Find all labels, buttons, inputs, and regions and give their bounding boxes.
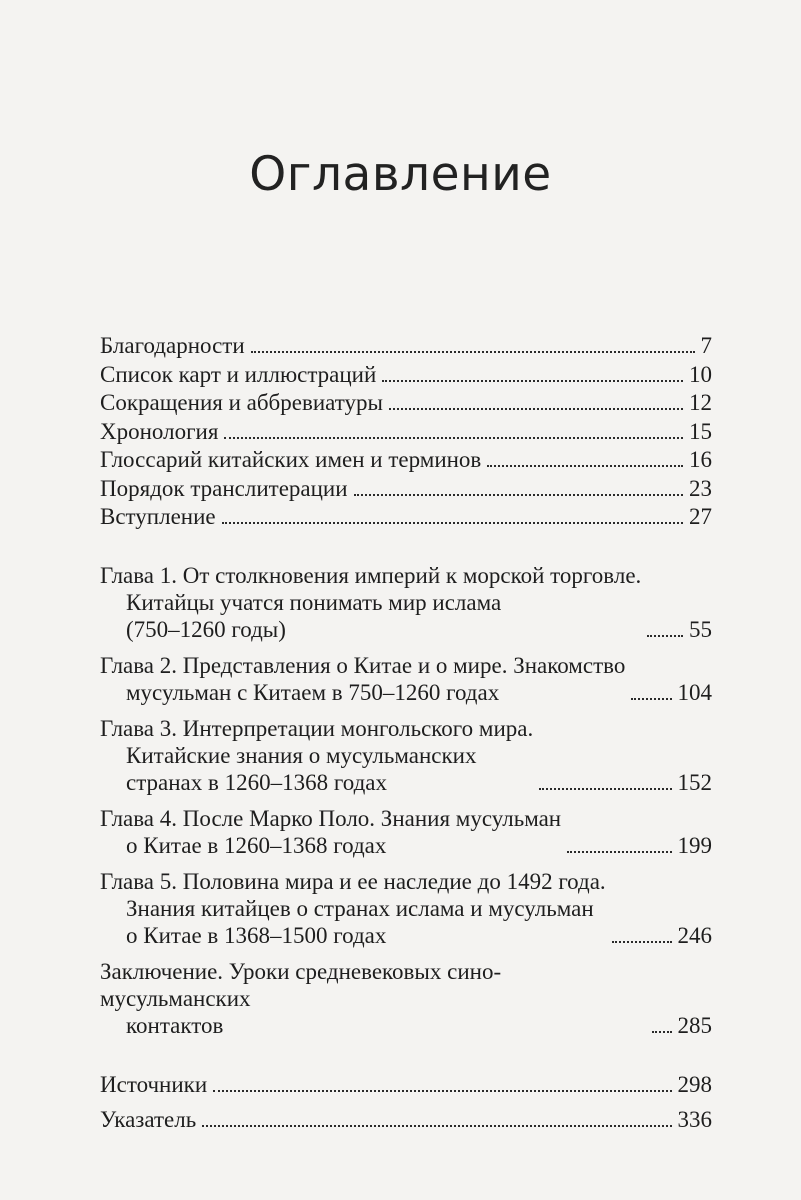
toc-entry-title: Указатель — [100, 1107, 197, 1132]
dot-leader — [652, 1031, 672, 1033]
toc-entry-title — [100, 868, 606, 949]
toc-entry-abbreviations[interactable] — [100, 389, 712, 416]
toc-entry-conclusion[interactable] — [100, 958, 712, 1039]
dot-leader — [354, 494, 683, 496]
toc-entry-line: Китайцы учатся понимать мир ислама — [126, 590, 502, 615]
toc-entry-title — [100, 562, 641, 643]
toc-entry-page: 10 — [689, 361, 712, 387]
toc-entry-line: Знания китайцев о странах ислама и мусульман — [126, 896, 594, 921]
toc-entry-title: Список карт и иллюстраций — [100, 361, 377, 387]
toc-entry-maps-illustrations[interactable] — [100, 361, 712, 388]
front-matter-list — [100, 332, 712, 530]
toc-entry-title: Порядок транслитерации — [100, 475, 348, 501]
toc-entry-title — [100, 958, 646, 1039]
chapters-list — [100, 562, 712, 1039]
dot-leader — [612, 941, 672, 943]
toc-entry-line: Глава 3. Интерпретации монгольского мира. — [100, 716, 534, 741]
toc-entry-title: Благодарности — [100, 333, 245, 358]
toc-entry-index[interactable] — [100, 1106, 712, 1133]
dot-leader — [389, 408, 683, 410]
toc-entry-title — [100, 805, 561, 859]
toc-entry-page: 23 — [689, 475, 712, 501]
toc-entry-line: контактов — [126, 1013, 224, 1038]
toc-entry-line: странах в 1260–1368 годах — [126, 770, 387, 795]
toc-entry-line: о Китае в 1260–1368 годах — [126, 833, 387, 858]
toc-entry-line: (750–1260 годы) — [126, 617, 286, 642]
toc-entry-introduction[interactable] — [100, 503, 712, 530]
toc-entry-page: 55 — [689, 617, 712, 642]
dot-leader — [567, 851, 671, 853]
toc-entry-chapter-4[interactable] — [100, 805, 712, 859]
toc-entry-title: Сокращения и аббревиатуры — [100, 390, 383, 415]
toc-entry-acknowledgements[interactable] — [100, 332, 712, 359]
toc-entry-chapter-2[interactable] — [100, 652, 712, 706]
toc-entry-line: Глава 5. Половина мира и ее наследие до 1492 года. — [100, 869, 606, 894]
toc-entry-page: 16 — [689, 447, 712, 472]
toc-entry-title: Источники — [100, 1072, 208, 1097]
toc-entry-page: 7 — [700, 333, 712, 358]
toc-entry-chapter-1[interactable] — [100, 562, 712, 643]
toc-entry-page: 27 — [689, 504, 712, 529]
toc-entry-title: Глоссарий китайских имен и терминов — [100, 447, 482, 472]
toc-entry-line: Китайские знания о мусульманских — [126, 743, 477, 768]
toc-entry-page: 15 — [689, 418, 712, 444]
toc-entry-title: Вступление — [100, 504, 216, 529]
toc-entry-transliteration[interactable] — [100, 475, 712, 502]
toc-entry-page: 246 — [677, 923, 712, 948]
toc-entry-page: 199 — [677, 833, 712, 858]
toc-entry-title — [100, 715, 533, 796]
toc-entry-glossary[interactable] — [100, 446, 712, 473]
toc-entry-line: Глава 4. После Марко Поло. Знания мусульман — [100, 806, 562, 831]
dot-leader — [222, 522, 683, 524]
dot-leader — [251, 351, 695, 353]
dot-leader — [202, 1125, 671, 1127]
toc-entry-title — [100, 652, 625, 706]
toc-entry-chapter-5[interactable] — [100, 868, 712, 949]
toc-entry-line: Глава 2. Представления о Китае и о мире. Знакомство — [100, 653, 626, 678]
dot-leader — [487, 465, 683, 467]
toc-entry-title: Хронология — [100, 418, 219, 444]
toc-entry-sources[interactable] — [100, 1071, 712, 1098]
back-matter-list — [100, 1071, 712, 1133]
toc-entry-page: 298 — [677, 1072, 712, 1097]
dot-leader — [213, 1090, 671, 1092]
dot-leader — [539, 788, 671, 790]
dot-leader — [382, 380, 683, 382]
toc-entry-chapter-3[interactable] — [100, 715, 712, 796]
dot-leader — [631, 698, 671, 700]
toc-entry-line: Заключение. Уроки средневековых сино-мусульманских — [100, 959, 502, 1011]
toc-entry-page: 336 — [677, 1107, 712, 1132]
toc-entry-chronology[interactable] — [100, 418, 712, 445]
toc-entry-line: Глава 1. От столкновения империй к морской торговле. — [100, 563, 642, 588]
toc-entry-line: о Китае в 1368–1500 годах — [126, 923, 387, 948]
dot-leader — [647, 635, 683, 637]
toc-entry-page: 104 — [677, 680, 712, 705]
dot-leader — [224, 437, 683, 439]
toc-entry-page: 285 — [677, 1013, 712, 1038]
toc-entry-page: 12 — [689, 390, 712, 415]
toc-entry-page: 152 — [677, 770, 712, 795]
toc-entry-line: мусульман с Китаем в 750–1260 годах — [126, 680, 500, 705]
table-of-contents — [100, 332, 712, 1141]
page-title: Оглавление — [249, 147, 552, 203]
